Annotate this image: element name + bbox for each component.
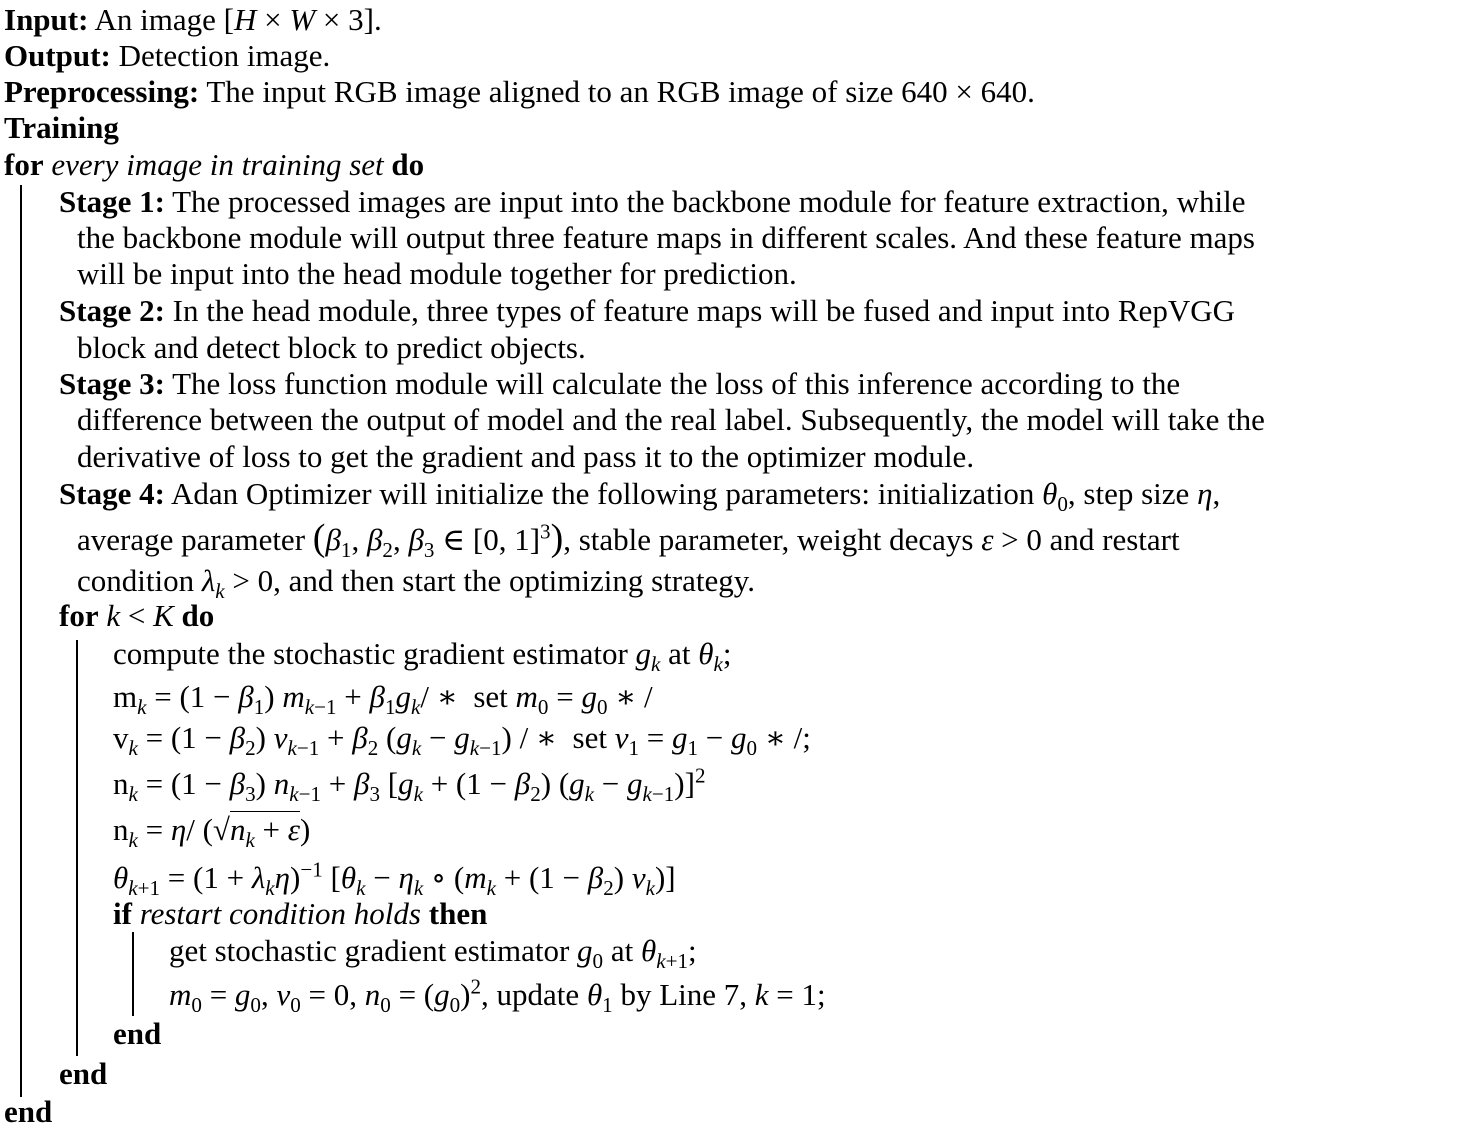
stage-2-label: Stage 2: bbox=[59, 293, 165, 328]
step-eta-update: $n_k = \eta/$ $(√n_k + \varepsilon)$ bbox=[113, 812, 311, 853]
training-heading: Training bbox=[4, 110, 119, 145]
step-n-update: $n_k = (1 - \beta_3) n_{k-1} + \beta_3$ $[g_k + (1 - \beta_2) (g_k - g_{k-1})]^2$ bbox=[113, 763, 706, 807]
preprocessing-text: The input RGB image aligned to an RGB image of size 640 × 640. bbox=[206, 74, 1035, 109]
input-text: An image [H × W × 3]. bbox=[94, 2, 382, 37]
output-text: Detection image. bbox=[118, 38, 331, 73]
stage-3-line-3: derivative of loss to get the gradient and pass it to the optimizer module. bbox=[77, 439, 975, 474]
stage-3-line-2: difference between the output of model and the real label. Subsequently, the model will take the bbox=[77, 402, 1265, 437]
step-compute-gradient: compute the stochastic gradient estimator $g_k$ at $\theta_k$; bbox=[113, 636, 732, 677]
inner-for-end: end bbox=[59, 1056, 108, 1091]
step-theta-update: $\theta_{k+1} = (1 + \lambda_k\eta)^{-1}$ [$\theta_k - \eta_k$ ∘ ($m_k + (1 - \beta_2)$ $v_k$)] bbox=[113, 857, 676, 901]
if-end: end bbox=[113, 1016, 162, 1051]
output-line bbox=[4, 38, 330, 74]
inner-for-line: for k < K do bbox=[59, 598, 215, 633]
stage-2-line-2: block and detect block to predict objects. bbox=[77, 330, 586, 365]
stage-1-line-1: Stage 1: The processed images are input into the backbone module for feature extraction, while bbox=[59, 184, 1246, 219]
do-keyword: do bbox=[391, 147, 425, 182]
stage-3-line-1: Stage 3: The loss function module will calculate the loss of this inference according to the bbox=[59, 366, 1181, 401]
stage-4-line-2: average parameter ($\beta_1$, $\beta_2$, $\beta_3$ ∈ [0, 1]$^3$), stable parameter, weight decays ε > 0 and restart bbox=[77, 517, 1180, 563]
input-label: Input: bbox=[4, 2, 89, 37]
outer-for-end: end bbox=[4, 1094, 53, 1129]
inner-loop-bar bbox=[76, 640, 78, 1056]
stage-1-line-2: the backbone module will output three feature maps in different scales. And these feature maps bbox=[77, 220, 1255, 255]
step-m-update: $m_k = (1 - \beta_1) m_{k-1} + \beta_1g_k/$ ∗ set $m_0 = g_0$ ∗ / bbox=[113, 679, 653, 720]
stage-4-line-1: Stage 4: Adan Optimizer will initialize the following parameters: initialization $\theta_0$, step size η, bbox=[59, 476, 1221, 517]
stage-4-label: Stage 4: bbox=[59, 476, 165, 511]
if-step-1: get stochastic gradient estimator $g_0$ at $\theta_{k+1}$; bbox=[169, 933, 697, 974]
if-step-2: $m_0 = g_0$, $v_0 = 0$, $n_0 = (g_0)^2$, update $\theta_1$ by Line 7, k = 1; bbox=[169, 974, 826, 1018]
if-line: if restart condition holds then bbox=[113, 896, 488, 931]
preprocessing-label: Preprocessing: bbox=[4, 74, 200, 109]
outer-loop-condition: every image in training set bbox=[51, 147, 384, 182]
input-line bbox=[4, 2, 382, 38]
outer-for-line bbox=[4, 147, 424, 183]
for-keyword: for bbox=[4, 147, 44, 182]
stage-1-label: Stage 1: bbox=[59, 184, 165, 219]
stage-1-line-3: will be input into the head module together for prediction. bbox=[77, 256, 797, 291]
stage-3-label: Stage 3: bbox=[59, 366, 165, 401]
output-label: Output: bbox=[4, 38, 111, 73]
if-block-bar bbox=[132, 932, 134, 1016]
outer-loop-bar bbox=[20, 185, 22, 1097]
preprocessing-line bbox=[4, 74, 1035, 110]
step-v-update: $v_k = (1 - \beta_2) v_{k-1} + \beta_2$ $(g_k - g_{k-1})$ / ∗ set $v_1 = g_1 - g_0$ ∗ /; bbox=[113, 720, 811, 761]
stage-2-line-1: Stage 2: In the head module, three types of feature maps will be fused and input into RepVGG bbox=[59, 293, 1235, 328]
stage-4-line-3: condition $\lambda_k > 0$, and then start the optimizing strategy. bbox=[77, 563, 755, 604]
